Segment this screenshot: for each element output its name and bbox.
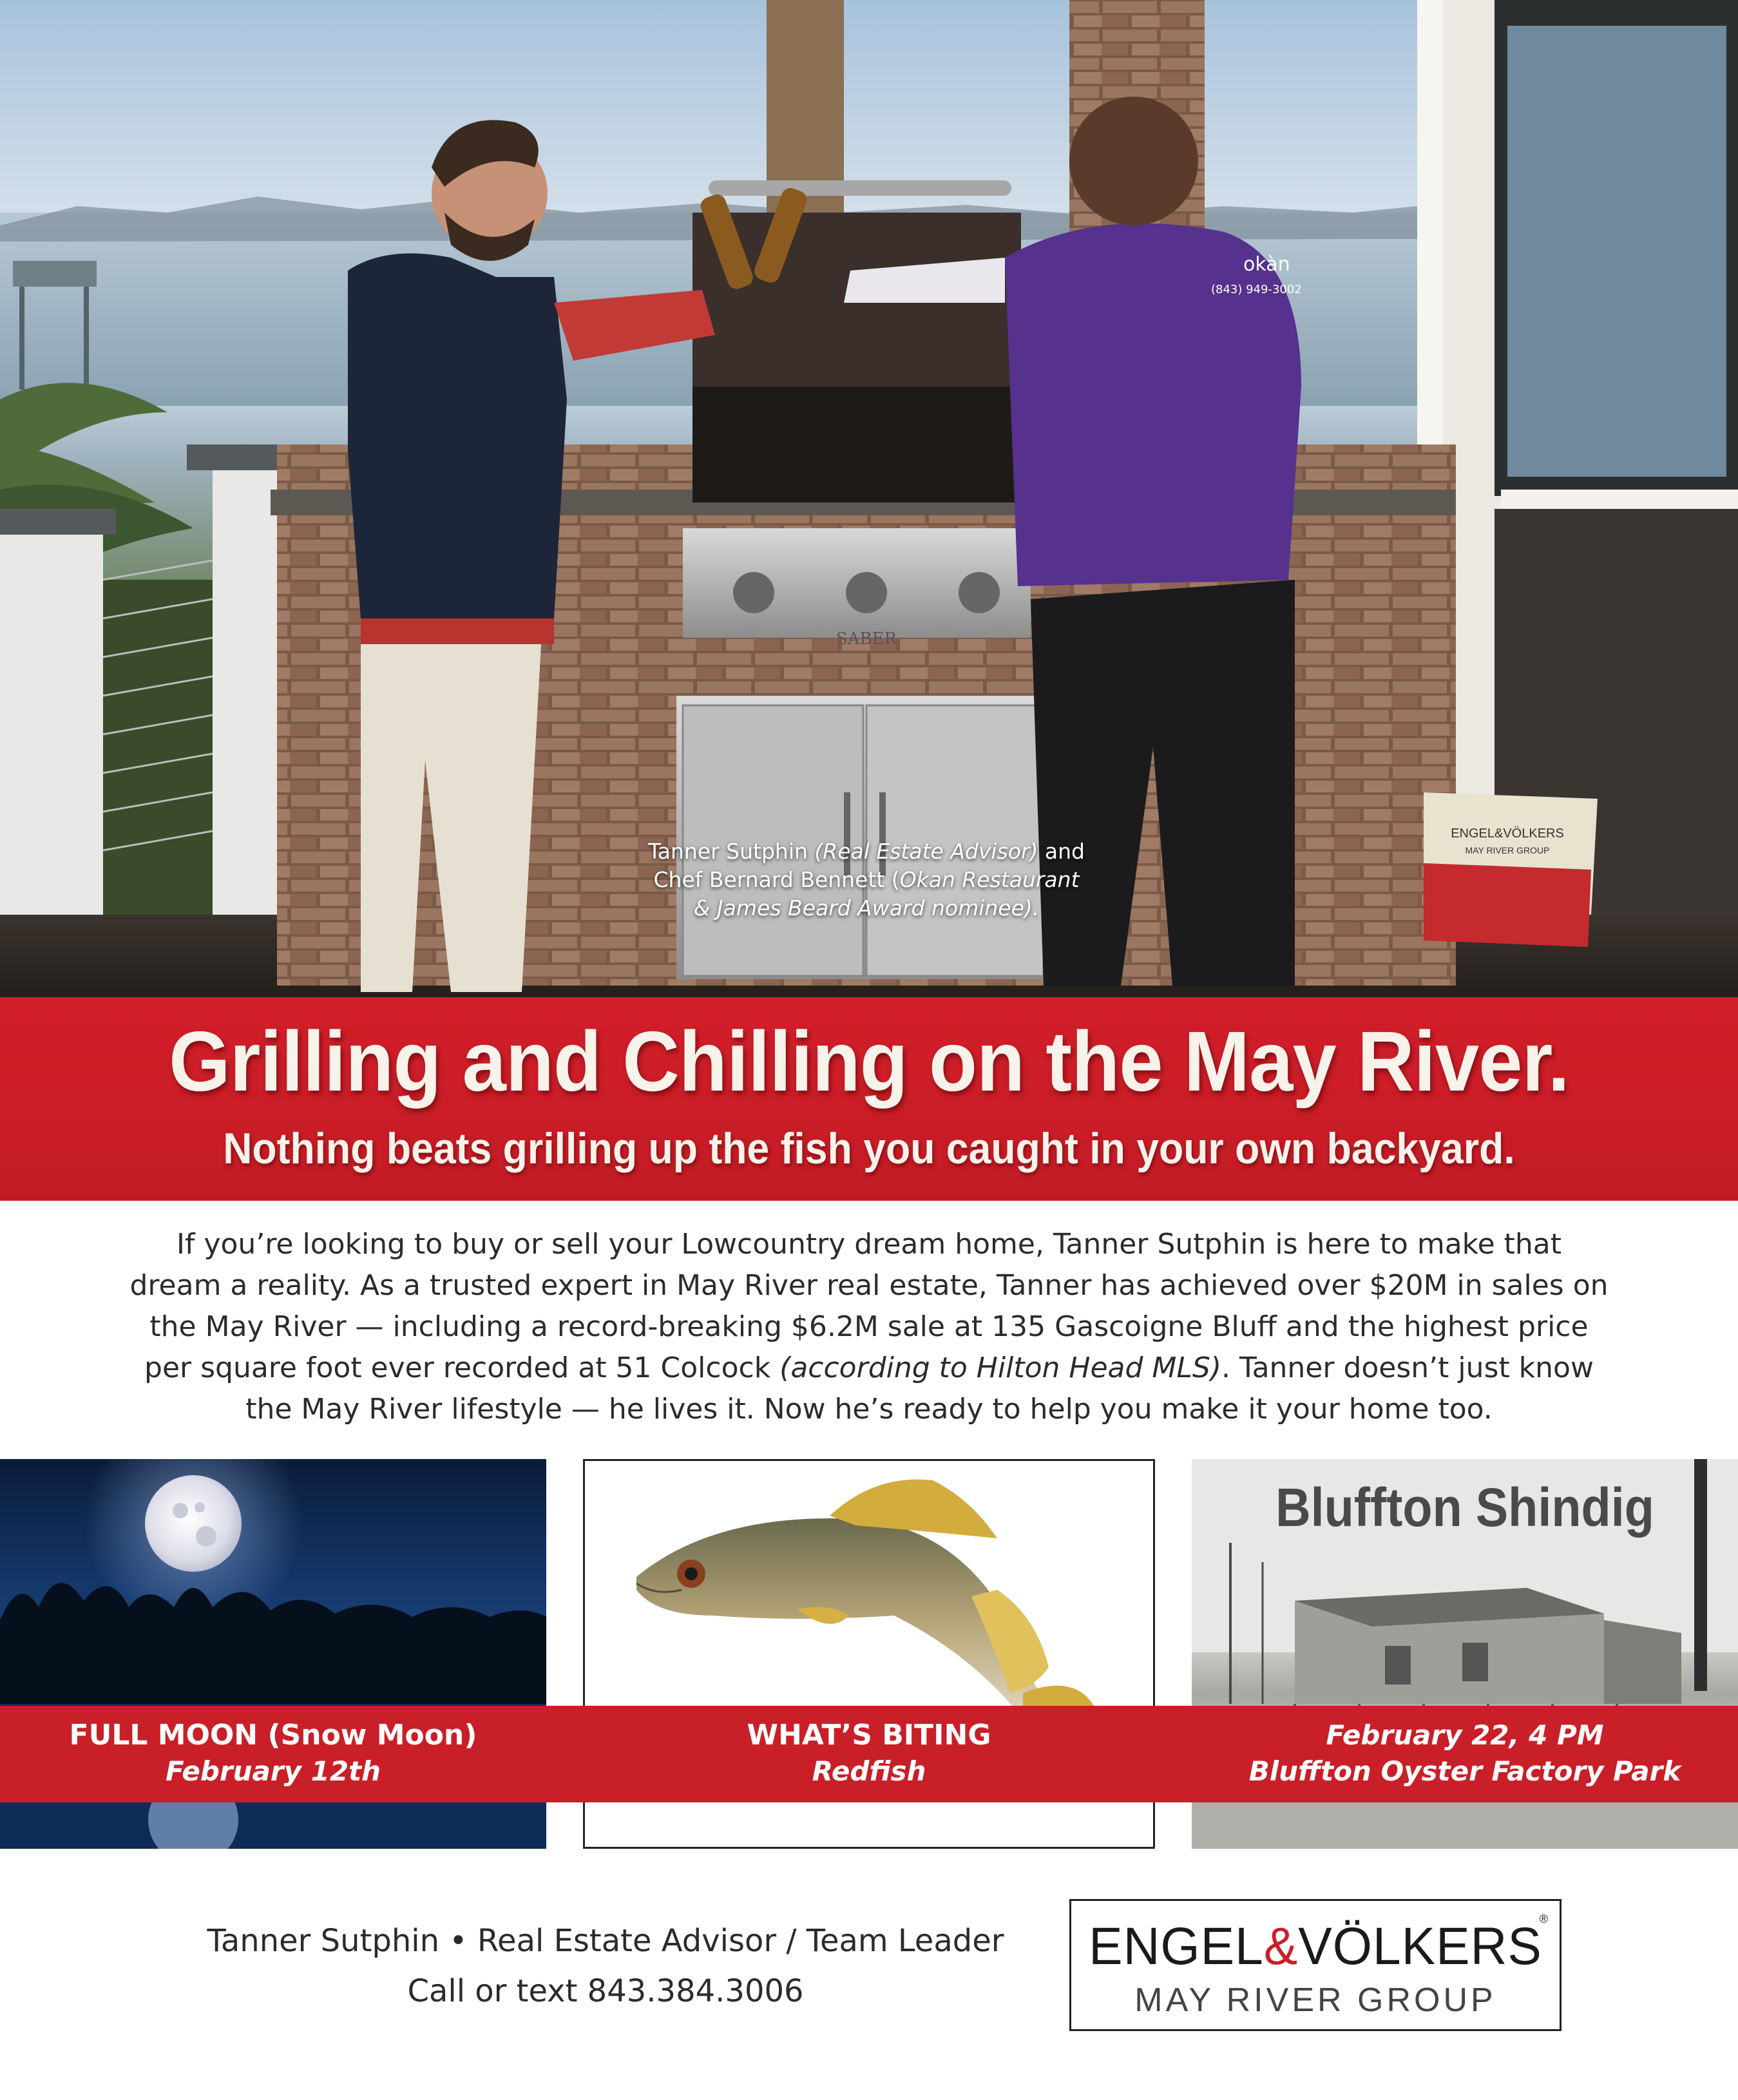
headline-title: Grilling and Chilling on the May River. — [169, 1014, 1569, 1109]
moon-title: FULL MOON (Snow Moon) — [69, 1719, 477, 1752]
shindig-location: Bluffton Oyster Factory Park — [1248, 1755, 1681, 1787]
bag-brand-text: ENGEL&VÖLKERS — [1451, 826, 1564, 841]
registered-mark: ® — [1539, 1913, 1548, 1925]
moon-shape — [145, 1475, 242, 1572]
fish-species: Redfish — [812, 1755, 926, 1787]
body-paragraph — [129, 1224, 1609, 1430]
shirt-logo-text: okàn — [1243, 253, 1290, 276]
agent-name-title: Tanner Sutphin • Real Estate Advisor / Team Leader — [207, 1923, 1004, 1959]
body-text-part1: If you’re looking to buy or sell your Lowcountry dream home, Tanner Sutphin is here to make that dream a reality. As a trusted expert in May River real estate, Tanner has achieved over $20M in sales on the May River — including a record-breaking $6.2M sale at 135 Gascoigne Bluff and the highest price per square foot ever recorded at 51 Colcock — [129, 1228, 1609, 1384]
engel-volkers-logo — [1069, 1899, 1561, 2031]
grill-brand-label: SABER — [836, 629, 897, 649]
caption-restaurant: Okan Restaurant — [899, 867, 1080, 892]
caption-and: and — [1038, 839, 1085, 864]
caption-role: (Real Estate Advisor) — [814, 839, 1038, 864]
shindig-label-band — [1192, 1706, 1738, 1802]
fish-label-band — [546, 1706, 1192, 1802]
headline-subtitle: Nothing beats grilling up the fish you caught in your own backyard. — [223, 1124, 1515, 1173]
logo-ampersand: & — [1263, 1917, 1299, 1976]
fish-title: WHAT’S BITING — [747, 1719, 991, 1752]
agent-phone: Call or text 843.384.3006 — [407, 1973, 804, 2009]
photo-caption — [583, 837, 1150, 922]
shindig-heading: Bluffton Shindig — [1275, 1477, 1654, 1538]
shindig-date: February 22, 4 PM — [1326, 1719, 1604, 1751]
logo-group-name: MAY RIVER GROUP — [1134, 1981, 1496, 2019]
logo-right: VÖLKERS — [1298, 1917, 1542, 1976]
logo-wordmark — [1081, 1918, 1550, 1976]
bag-sub-text: MAY RIVER GROUP — [1465, 845, 1550, 855]
logo-left: ENGEL — [1089, 1917, 1264, 1976]
shirt-phone-text: (843) 949-3002 — [1211, 283, 1302, 296]
moon-label-band — [0, 1706, 546, 1802]
moon-date: February 12th — [165, 1755, 381, 1787]
caption-chef: Chef Bernard Bennett ( — [653, 867, 900, 892]
hero-photo — [0, 0, 1738, 997]
body-italic-source: (according to Hilton Head MLS) — [779, 1351, 1221, 1384]
caption-award: & James Beard Award nominee). — [693, 895, 1040, 921]
caption-name: Tanner Sutphin — [648, 839, 815, 864]
body-text-part2: . Tanner doesn’t just know the May River lifestyle — he lives it. Now he’s ready to help you make it your home too. — [245, 1351, 1594, 1426]
